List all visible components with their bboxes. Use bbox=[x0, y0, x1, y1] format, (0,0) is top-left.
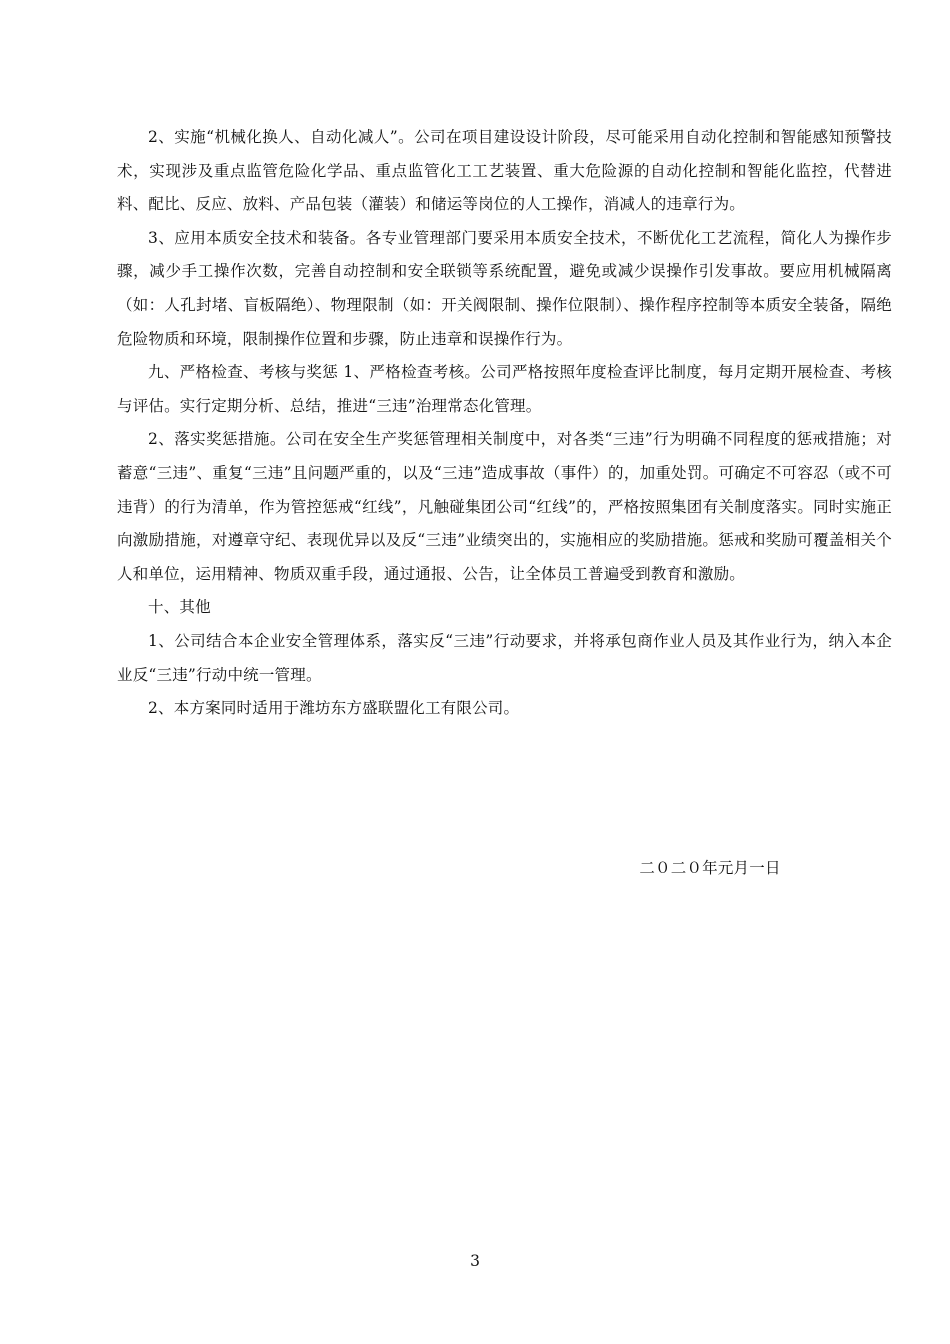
document-date: 二０二０年元月一日 bbox=[639, 859, 781, 877]
paragraph-mechanization: 2、实施“机械化换人、自动化减人”。公司在项目建设设计阶段，尽可能采用自动化控制和智能感知预警技术，实现涉及重点监管危险化学品、重点监管化工工艺装置、重大危险源的自动化控制和智能化监控，代替进料、配比、反应、放料、产品包装（灌装）和储运等岗位的人工操作，消减人的违章行为。 bbox=[117, 128, 892, 214]
paragraph-intrinsic-safety: 3、应用本质安全技术和装备。各专业管理部门要采用本质安全技术，不断优化工艺流程，简化人为操作步骤，减少手工操作次数，完善自动控制和安全联锁等系统配置，避免或减少误操作引发事故。要应用机械隔离（如：人孔封堵、盲板隔绝）、物理限制（如：开关阀限制、操作位限制）、操作程序控制等本质安全装备，隔绝危险物质和环境，限制操作位置和步骤，防止违章和误操作行为。 bbox=[117, 228, 892, 348]
page-number: 3 bbox=[470, 1252, 480, 1270]
section-heading-other: 十、其他 bbox=[148, 598, 211, 617]
paragraph-contractors: 1、公司结合本企业安全管理体系，落实反“三违”行动要求，并将承包商作业人员及其作业行为，纳入本企业反“三违”行动中统一管理。 bbox=[117, 631, 892, 684]
paragraph-inspection: 九、严格检查、考核与奖惩 1、严格检查考核。公司严格按照年度检查评比制度，每月定期开展检查、考核与评估。实行定期分析、总结，推进“三违”治理常态化管理。 bbox=[117, 363, 892, 415]
document-body bbox=[117, 121, 892, 726]
paragraph-rewards-penalties: 2、落实奖惩措施。公司在安全生产奖惩管理相关制度中，对各类“三违”行为明确不同程度的惩戒措施；对蓄意“三违”、重复“三违”且问题严重的，以及“三违”造成事故（事件）的，加重处罚。可确定不可容忍（或不可违背）的行为清单，作为管控惩戒“红线”，凡触碰集团公司“红线”的，严格按照集团有关制度落实。同时实施正向激励措施，对遵章守纪、表现优异以及反“三违”业绩突出的，实施相应的奖励措施。惩戒和奖励可覆盖相关个人和单位，运用精神、物质双重手段，通过通报、公告，让全体员工普遍受到教育和激励。 bbox=[117, 430, 892, 583]
paragraph-applicability: 2、本方案同时适用于潍坊东方盛联盟化工有限公司。 bbox=[148, 699, 520, 718]
